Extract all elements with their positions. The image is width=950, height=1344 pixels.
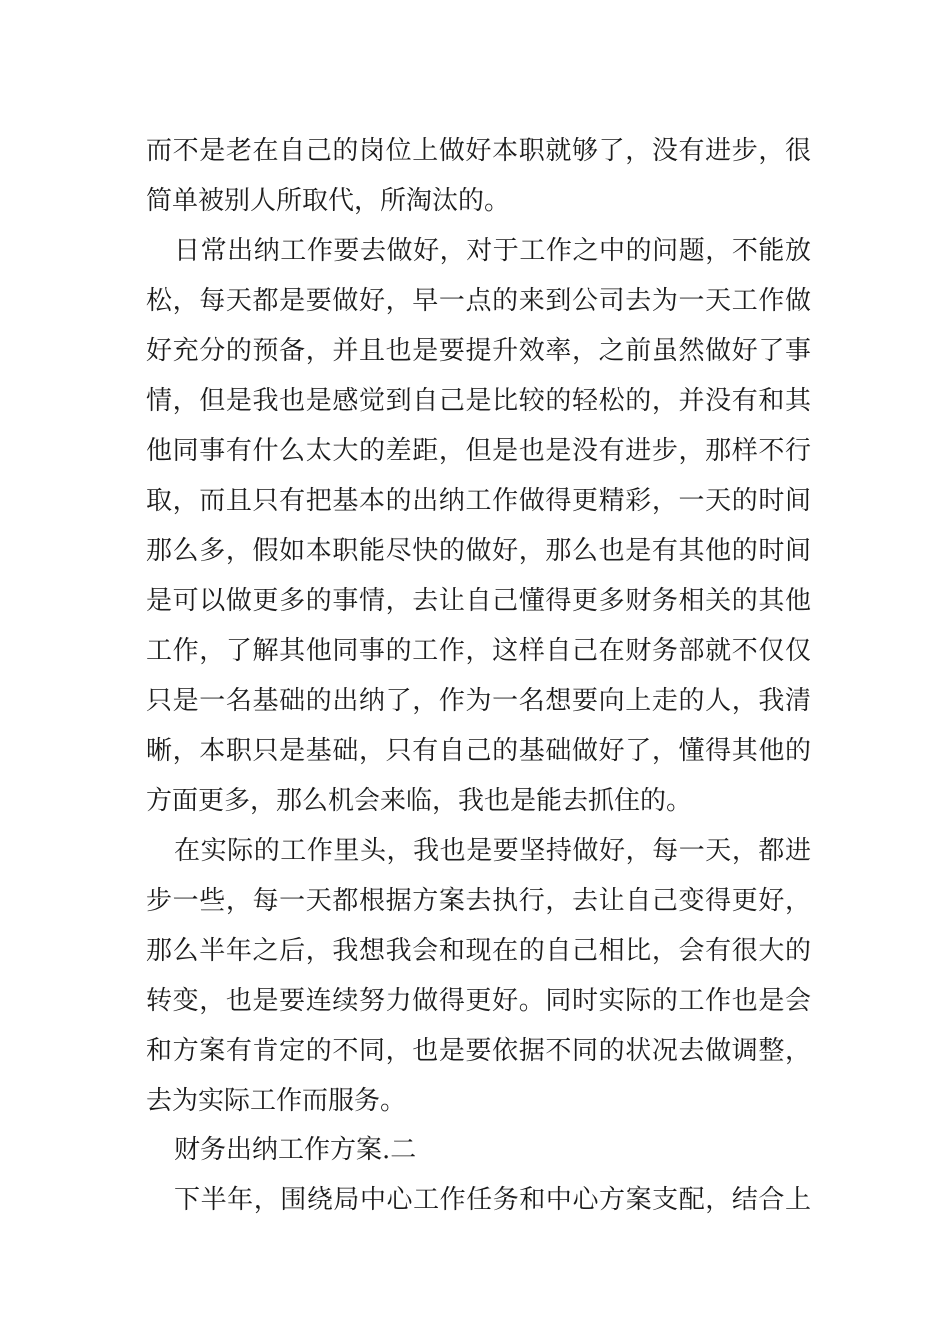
text-line: 取，而且只有把基本的出纳工作做得更精彩，一天的时间	[146, 486, 811, 516]
text-line: 方面更多，那么机会来临，我也是能去抓住的。	[146, 786, 693, 816]
text-line: 工作，了解其他同事的工作，这样自己在财务部就不仅仅	[146, 636, 811, 666]
text-line: 步一些，每一天都根据方案去执行，去让自己变得更好，	[146, 886, 811, 916]
text-line: 他同事有什么太大的差距，但是也是没有进步，那样不行	[146, 436, 811, 466]
text-line: 去为实际工作而服务。	[146, 1086, 407, 1116]
text-line: 那么半年之后，我想我会和现在的自己相比，会有很大的	[146, 936, 811, 966]
text-line: 只是一名基础的出纳了，作为一名想要向上走的人，我清	[146, 686, 811, 716]
text-line: 那么多，假如本职能尽快的做好，那么也是有其他的时间	[146, 536, 811, 566]
text-line: 而不是老在自己的岗位上做好本职就够了，没有进步，很	[146, 136, 811, 166]
text-line: 和方案有肯定的不同，也是要依据不同的状况去做调整，	[146, 1036, 811, 1066]
text-line: 情，但是我也是感觉到自己是比较的轻松的，并没有和其	[146, 386, 811, 416]
text-line: 松，每天都是要做好，早一点的来到公司去为一天工作做	[146, 286, 811, 316]
text-line: 好充分的预备，并且也是要提升效率，之前虽然做好了事	[146, 336, 811, 366]
text-line: 晰，本职只是基础，只有自己的基础做好了，懂得其他的	[146, 736, 811, 766]
text-line: 日常出纳工作要去做好，对于工作之中的问题，不能放	[174, 236, 811, 266]
text-line: 下半年，围绕局中心工作任务和中心方案支配，结合上	[174, 1185, 811, 1215]
text-line: 转变，也是要连续努力做得更好。同时实际的工作也是会	[146, 986, 811, 1016]
text-line: 是可以做更多的事情，去让自己懂得更多财务相关的其他	[146, 586, 811, 616]
section-heading: 财务出纳工作方案.二	[174, 1135, 417, 1165]
text-line: 在实际的工作里头，我也是要坚持做好，每一天，都进	[174, 836, 811, 866]
text-line: 简单被别人所取代，所淘汰的。	[146, 186, 511, 216]
